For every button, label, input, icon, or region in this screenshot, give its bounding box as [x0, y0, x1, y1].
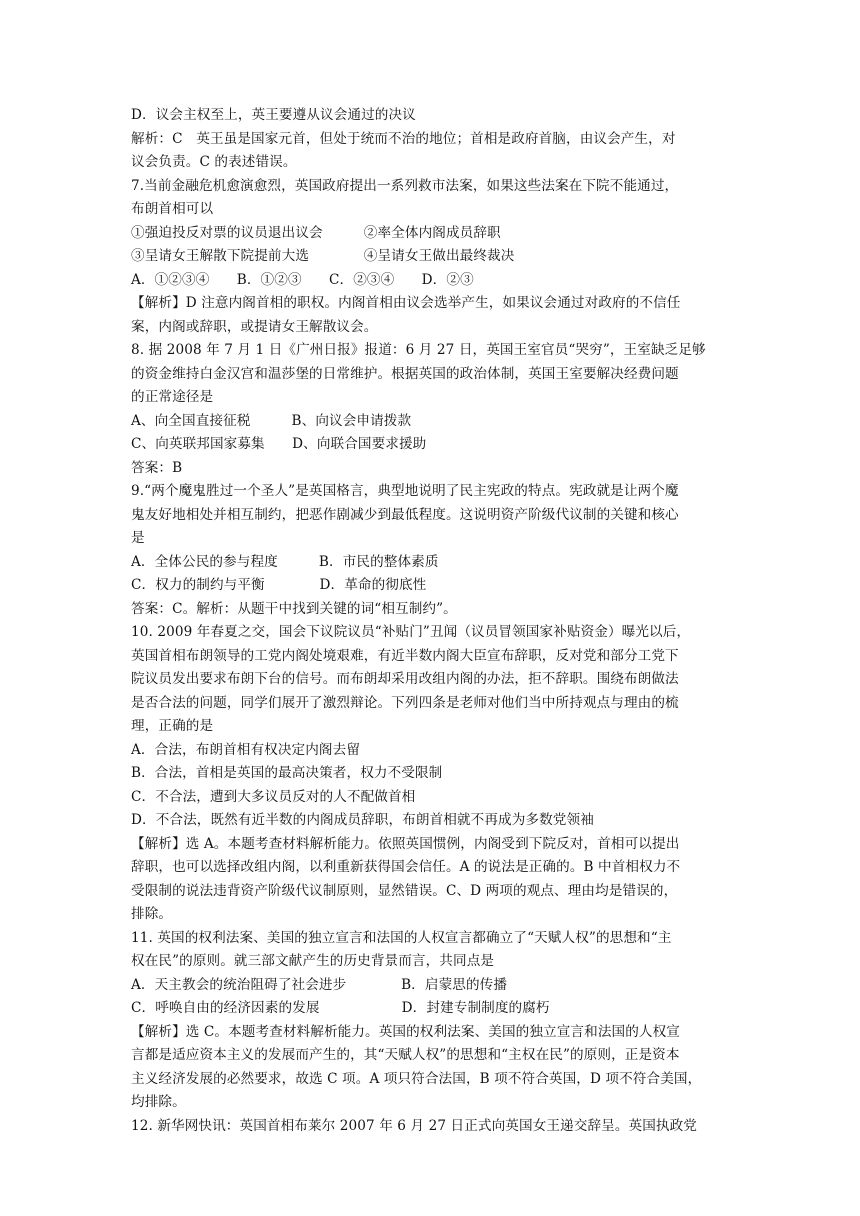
- text-line: A．①②③④ B．①②③ C．②③④ D．②③: [131, 271, 474, 288]
- text-line: 受限制的说法违背资产阶级代议制原则，显然错误。C、D 两项的观点、理由均是错误的，: [131, 882, 678, 899]
- text-line: 【解析】选 A。本题考查材料解析能力。依照英国惯例，内阁受到下院反对，首相可以提出: [131, 835, 680, 852]
- text-line: 议会负责。C 的表述错误。: [131, 154, 297, 170]
- text-line: 8. 据 2008 年 7 月 1 日《广州日报》报道：6 月 27 日，英国王室官员“哭穷”，王室缺乏足够: [131, 342, 706, 358]
- text-line: D．议会主权至上，英王要遵从议会通过的决议: [131, 107, 416, 123]
- text-line: 言都是适应资本主义的发展而产生的，其“天赋人权”的思想和“主权在民”的原则，正是资本: [131, 1047, 680, 1063]
- text-line: 均排除。: [131, 1094, 186, 1110]
- text-line: 是: [131, 530, 145, 546]
- text-line: 解析：C 英王虽是国家元首，但处于统而不治的地位；首相是政府首脑，由议会产生，对: [131, 130, 676, 147]
- text-line: A．天主教会的统治阻碍了社会进步 B．启蒙思的传播: [131, 976, 508, 993]
- text-line: 7.当前金融危机愈演愈烈，英国政府提出一系列救市法案，如果这些法案在下院不能通过，: [131, 177, 679, 194]
- text-line: 案，内阁或辞职，或提请女王解散议会。: [131, 318, 378, 335]
- text-line: A．全体公民的参与程度 B．市民的整体素质: [131, 553, 439, 570]
- text-line: ①强迫投反对票的议员退出议会 ②率全体内阁成员辞职: [131, 224, 501, 241]
- text-line: 【解析】D 注意内阁首相的职权。内阁首相由议会选举产生，如果议会通过对政府的不信任: [131, 295, 681, 311]
- text-line: 答案：B: [131, 459, 183, 476]
- document-page: [131, 104, 741, 1138]
- text-line: 9.“两个魔鬼胜过一个圣人”是英国格言，典型地说明了民主宪政的特点。宪政就是让两个魔: [131, 483, 679, 499]
- text-line: 院议员发出要求布朗下台的信号。而布朗却采用改组内阁的办法，拒不辞职。围绕布朗做法: [131, 671, 679, 687]
- text-line: 是否合法的问题，同学们展开了激烈辩论。下列四条是老师对他们当中所持观点与理由的梳: [131, 694, 679, 711]
- text-line: 答案：C。解析：从题干中找到关键的词“相互制约”。: [131, 600, 457, 617]
- text-line: C．呼唤自由的经济因素的发展 D．封建专制制度的腐朽: [131, 1000, 550, 1016]
- text-line: B．合法，首相是英国的最高决策者，权力不受限制: [131, 765, 443, 781]
- text-line: 理，正确的是: [131, 718, 214, 734]
- text-line: C．不合法，遭到大多议员反对的人不配做首相: [131, 788, 416, 805]
- text-line: 排除。: [131, 906, 173, 922]
- text-line: 的正常途径是: [131, 389, 214, 405]
- text-line: 布朗首相可以: [131, 201, 214, 217]
- text-line: 的资金维持白金汉宫和温莎堡的日常维护。根据英国的政治体制，英国王室要解决经费问题: [131, 365, 679, 382]
- text-line: 鬼友好地相处并相互制约，把恶作剧减少到最低程度。这说明资产阶级代议制的关键和核心: [131, 506, 679, 523]
- text-line: 主义经济发展的必然要求，故选 C 项。A 项只符合法国，B 项不符合英国，D 项不符合美国，: [131, 1070, 702, 1087]
- text-line: 【解析】选 C。本题考查材料解析能力。英国的权利法案、美国的独立宣言和法国的人权宣: [131, 1023, 680, 1040]
- text-line: ③呈请女王解散下院提前大选 ④呈请女王做出最终裁决: [131, 248, 515, 264]
- text-line: 12. 新华网快讯：英国首相布莱尔 2007 年 6 月 27 日正式向英国女王递交辞呈。英国执政党: [131, 1117, 697, 1134]
- text-line: C、向英联邦国家募集 D、向联合国要求援助: [131, 436, 427, 452]
- text-line: 辞职，也可以选择改组内阁，以利重新获得国会信任。A 的说法是正确的。B 中首相权力不: [131, 859, 681, 875]
- text-line: 11. 英国的权利法案、美国的独立宣言和法国的人权宣言都确立了“天赋人权”的思想和“主: [131, 929, 672, 946]
- text-line: D．不合法，既然有近半数的内阁成员辞职，布朗首相就不再成为多数党领袖: [131, 812, 594, 828]
- text-line: 英国首相布朗领导的工党内阁处境艰难，有近半数内阁大臣宣布辞职，反对党和部分工党下: [131, 647, 679, 664]
- text-line: C．权力的制约与平衡 D．革命的彻底性: [131, 577, 427, 593]
- text-line: A、向全国直接征税 B、向议会申请拨款: [131, 412, 412, 429]
- text-line: 10. 2009 年春夏之交，国会下议院议员“补贴门”丑闻（议员冒领国家补贴资金）曝光以后，: [131, 624, 691, 640]
- text-line: 权在民”的原则。就三部文献产生的历史背景而言，共同点是: [131, 953, 495, 969]
- text-line: A．合法，布朗首相有权决定内阁去留: [131, 741, 361, 758]
